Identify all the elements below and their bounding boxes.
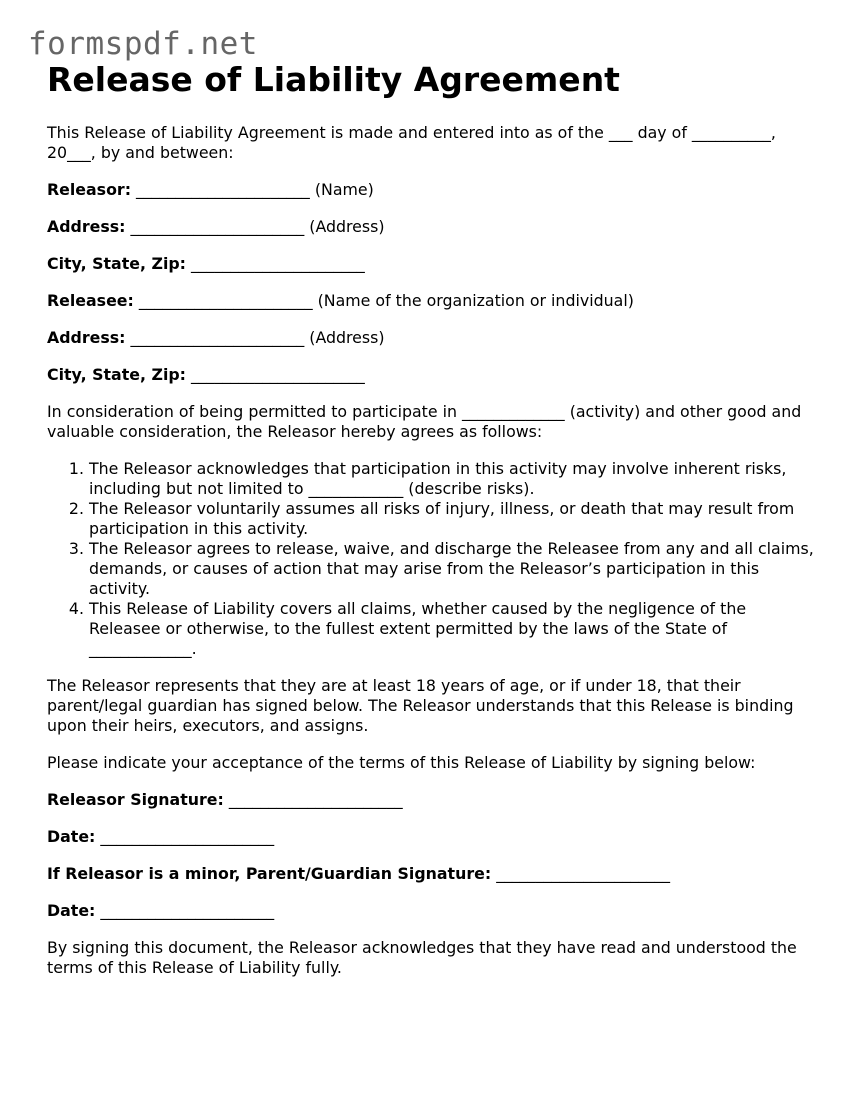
releasor-signature-field[interactable] xyxy=(47,790,822,810)
releasee-address-field[interactable] xyxy=(47,328,822,348)
field-label: Releasee: xyxy=(47,291,134,310)
age-statement-paragraph: The Releasor represents that they are at least 18 years of age, or if under 18, that their parent/legal guardian has signed below. The Releasor understands that this Release is binding upon their heirs, executors, and assigns. xyxy=(47,676,794,735)
field-label: Releasor: xyxy=(47,180,132,199)
field-blank: ______________________ xyxy=(223,790,403,809)
guardian-date-field[interactable] xyxy=(47,901,822,921)
field-blank: ______________________ xyxy=(185,365,365,384)
document-body xyxy=(47,123,822,995)
guardian-signature-field[interactable] xyxy=(47,864,822,884)
field-label: Date: xyxy=(47,901,96,920)
watermark-logo: formspdf.net xyxy=(28,26,258,62)
releasor-address-field[interactable] xyxy=(47,217,822,237)
releasor-date-field[interactable] xyxy=(47,827,822,847)
field-blank: ______________________ (Address) xyxy=(125,217,385,236)
releasee-city-state-zip-field[interactable] xyxy=(47,365,822,385)
releasor-name-field[interactable] xyxy=(47,180,822,200)
term-item: 4. This Release of Liability covers all claims, whether caused by the negligence of the Releasee or otherwise, to the fullest extent permitted by the laws of the State of _____________. xyxy=(89,599,822,659)
releasor-city-state-zip-field[interactable] xyxy=(47,254,822,274)
releasee-name-field[interactable] xyxy=(47,291,822,311)
field-label: If Releasor is a minor, Parent/Guardian Signature: xyxy=(47,864,492,883)
field-label: Address: xyxy=(47,217,126,236)
field-label: City, State, Zip: xyxy=(47,254,186,273)
term-item: 2. The Releasor voluntarily assumes all risks of injury, illness, or death that may result from participation in this activity. xyxy=(89,499,822,539)
terms-list xyxy=(47,459,822,659)
field-blank: ______________________ (Address) xyxy=(125,328,385,347)
field-blank: ______________________ xyxy=(491,864,670,883)
field-blank: ______________________ (Name of the organization or individual) xyxy=(133,291,634,310)
intro-paragraph: This Release of Liability Agreement is made and entered into as of the ___ day of __________, 20___, by and between: xyxy=(47,123,776,162)
closing-paragraph: By signing this document, the Releasor acknowledges that they have read and understood the terms of this Release of Liability fully. xyxy=(47,938,797,977)
field-label: Date: xyxy=(47,827,96,846)
consideration-paragraph: In consideration of being permitted to participate in _____________ (activity) and other good and valuable consideration, the Releasor hereby agrees as follows: xyxy=(47,402,802,441)
acceptance-paragraph: Please indicate your acceptance of the terms of this Release of Liability by signing below: xyxy=(47,753,756,772)
field-blank: ______________________ (Name) xyxy=(131,180,374,199)
field-label: Address: xyxy=(47,328,126,347)
field-blank: ______________________ xyxy=(95,827,275,846)
term-item: 1. The Releasor acknowledges that participation in this activity may involve inherent risks, including but not limited to ____________ (describe risks). xyxy=(89,459,822,499)
field-label: Releasor Signature: xyxy=(47,790,224,809)
document-title: Release of Liability Agreement xyxy=(47,60,620,99)
field-blank: ______________________ xyxy=(95,901,275,920)
term-item: 3. The Releasor agrees to release, waive, and discharge the Releasee from any and all claims, demands, or causes of action that may arise from the Releasor’s participation in this activity. xyxy=(89,539,822,599)
field-blank: ______________________ xyxy=(185,254,365,273)
field-label: City, State, Zip: xyxy=(47,365,186,384)
